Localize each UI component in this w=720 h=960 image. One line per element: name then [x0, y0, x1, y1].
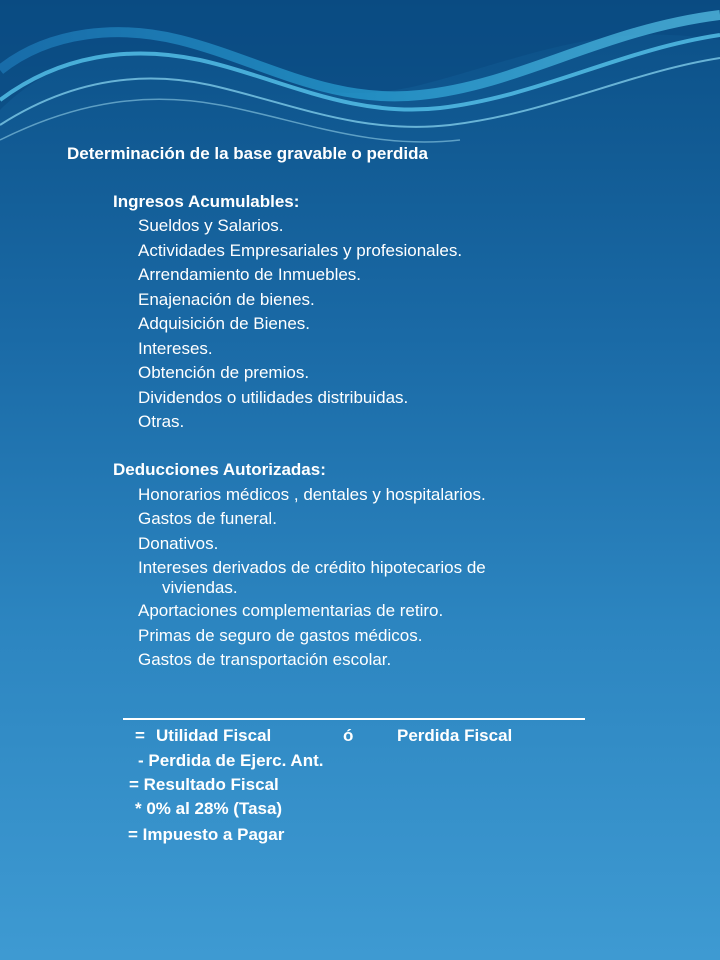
ingreso-item: Sueldos y Salarios. [138, 216, 284, 235]
deducciones-heading: Deducciones Autorizadas: [113, 460, 326, 479]
ingreso-item: Arrendamiento de Inmuebles. [138, 265, 362, 284]
separator-line [123, 718, 585, 720]
impuesto-a-pagar: = Impuesto a Pagar [128, 825, 285, 844]
utilidad-fiscal: Utilidad Fiscal [156, 726, 272, 745]
deduccion-item-continuation: viviendas. [162, 578, 238, 597]
ingreso-item: Obtención de premios. [138, 363, 310, 382]
utilidad-operator: = [135, 726, 145, 745]
deduccion-item: Primas de seguro de gastos médicos. [138, 626, 423, 645]
deduccion-item: Gastos de funeral. [138, 509, 277, 528]
slide-title: Determinación de la base gravable o perdida [67, 144, 428, 163]
resultado-fiscal: = Resultado Fiscal [129, 775, 279, 794]
perdida-ejercicio: - Perdida de Ejerc. Ant. [138, 751, 324, 770]
deduccion-item: Gastos de transportación escolar. [138, 650, 392, 669]
ingreso-item: Dividendos o utilidades distribuidas. [138, 388, 409, 407]
or-label: ó [343, 726, 354, 745]
perdida-fiscal: Perdida Fiscal [397, 726, 513, 745]
ingreso-item: Adquisición de Bienes. [138, 314, 311, 333]
ingreso-item: Otras. [138, 412, 185, 431]
ingreso-item: Actividades Empresariales y profesionales. [138, 241, 463, 260]
ingreso-item: Enajenación de bienes. [138, 290, 315, 309]
deduccion-item: Honorarios médicos , dentales y hospitalarios. [138, 485, 486, 504]
deduccion-item: Donativos. [138, 534, 219, 553]
tasa: * 0% al 28% (Tasa) [135, 799, 283, 818]
deduccion-item: Aportaciones complementarias de retiro. [138, 601, 444, 620]
deduccion-item: Intereses derivados de crédito hipotecarios de [138, 558, 486, 577]
ingreso-item: Intereses. [138, 339, 213, 358]
ingresos-heading: Ingresos Acumulables: [113, 192, 300, 211]
